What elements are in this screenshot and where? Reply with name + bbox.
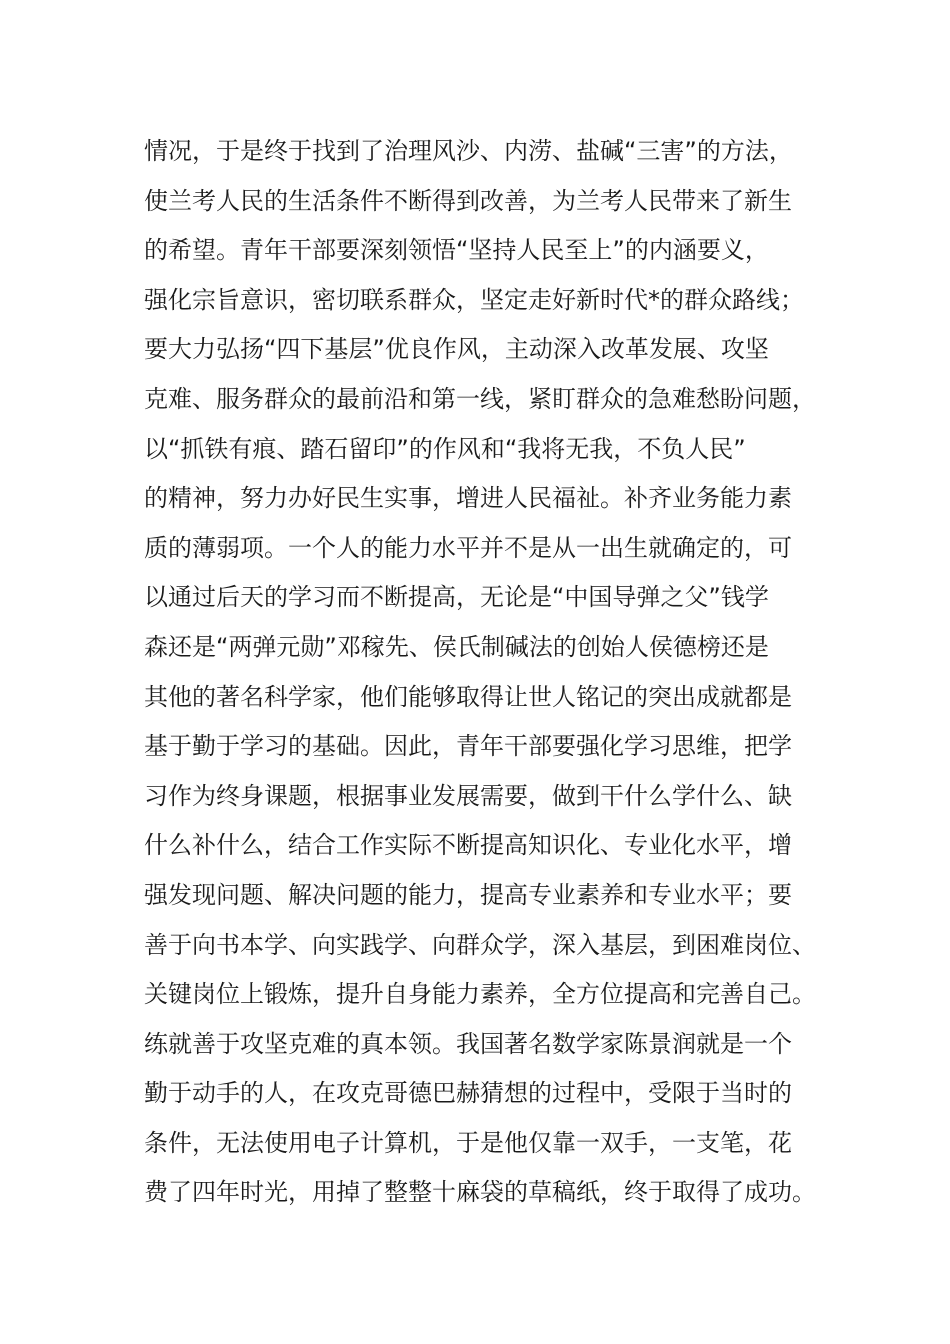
- text-line-21: 条件，无法使用电子计算机，于是他仅靠一双手，一支笔，花: [144, 1128, 792, 1157]
- text-line-12: 其他的著名科学家，他们能够取得让世人铭记的突出成就都是: [144, 682, 792, 711]
- text-line-4: 强化宗旨意识，密切联系群众，坚定走好新时代*的群众路线；: [144, 285, 804, 314]
- text-line-18: 关键岗位上锻炼，提升自身能力素养，全方位提高和完善自己。: [144, 980, 816, 1009]
- body-text: [144, 127, 824, 1218]
- text-line-6: 克难、服务群众的最前沿和第一线，紧盯群众的急难愁盼问题，: [144, 384, 816, 413]
- text-line-10: 以通过后天的学习而不断提高，无论是“中国导弹之父”钱学: [144, 583, 769, 612]
- text-line-9: 质的薄弱项。一个人的能力水平并不是从一出生就确定的，可: [144, 533, 792, 562]
- text-line-2: 使兰考人民的生活条件不断得到改善，为兰考人民带来了新生: [144, 186, 792, 215]
- text-line-22: 费了四年时光，用掉了整整十麻袋的草稿纸，终于取得了成功。: [144, 1178, 816, 1207]
- text-line-20: 勤于动手的人，在攻克哥德巴赫猜想的过程中，受限于当时的: [144, 1079, 792, 1108]
- text-line-14: 习作为终身课题，根据事业发展需要，做到干什么学什么、缺: [144, 781, 792, 810]
- text-line-13: 基于勤于学习的基础。因此，青年干部要强化学习思维，把学: [144, 732, 792, 761]
- text-line-3: 的希望。青年干部要深刻领悟“坚持人民至上”的内涵要义，: [144, 236, 769, 265]
- text-line-19: 练就善于攻坚克难的真本领。我国著名数学家陈景润就是一个: [144, 1029, 792, 1058]
- text-line-5: 要大力弘扬“四下基层”优良作风，主动深入改革发展、攻坚: [144, 335, 769, 364]
- text-line-15: 什么补什么，结合工作实际不断提高知识化、专业化水平，增: [144, 831, 792, 860]
- text-line-8: 的精神，努力办好民生实事，增进人民福祉。补齐业务能力素: [144, 484, 792, 513]
- text-line-7: 以“抓铁有痕、踏石留印”的作风和“我将无我，不负人民”: [144, 434, 746, 463]
- text-line-11: 森还是“两弹元勋”邓稼先、侯氏制碱法的创始人侯德榜还是: [144, 632, 769, 661]
- text-line-16: 强发现问题、解决问题的能力，提高专业素养和专业水平；要: [144, 880, 792, 909]
- text-line-1: 情况，于是终于找到了治理风沙、内涝、盐碱“三害”的方法，: [144, 137, 793, 165]
- text-line-17: 善于向书本学、向实践学、向群众学，深入基层，到困难岗位、: [144, 930, 816, 959]
